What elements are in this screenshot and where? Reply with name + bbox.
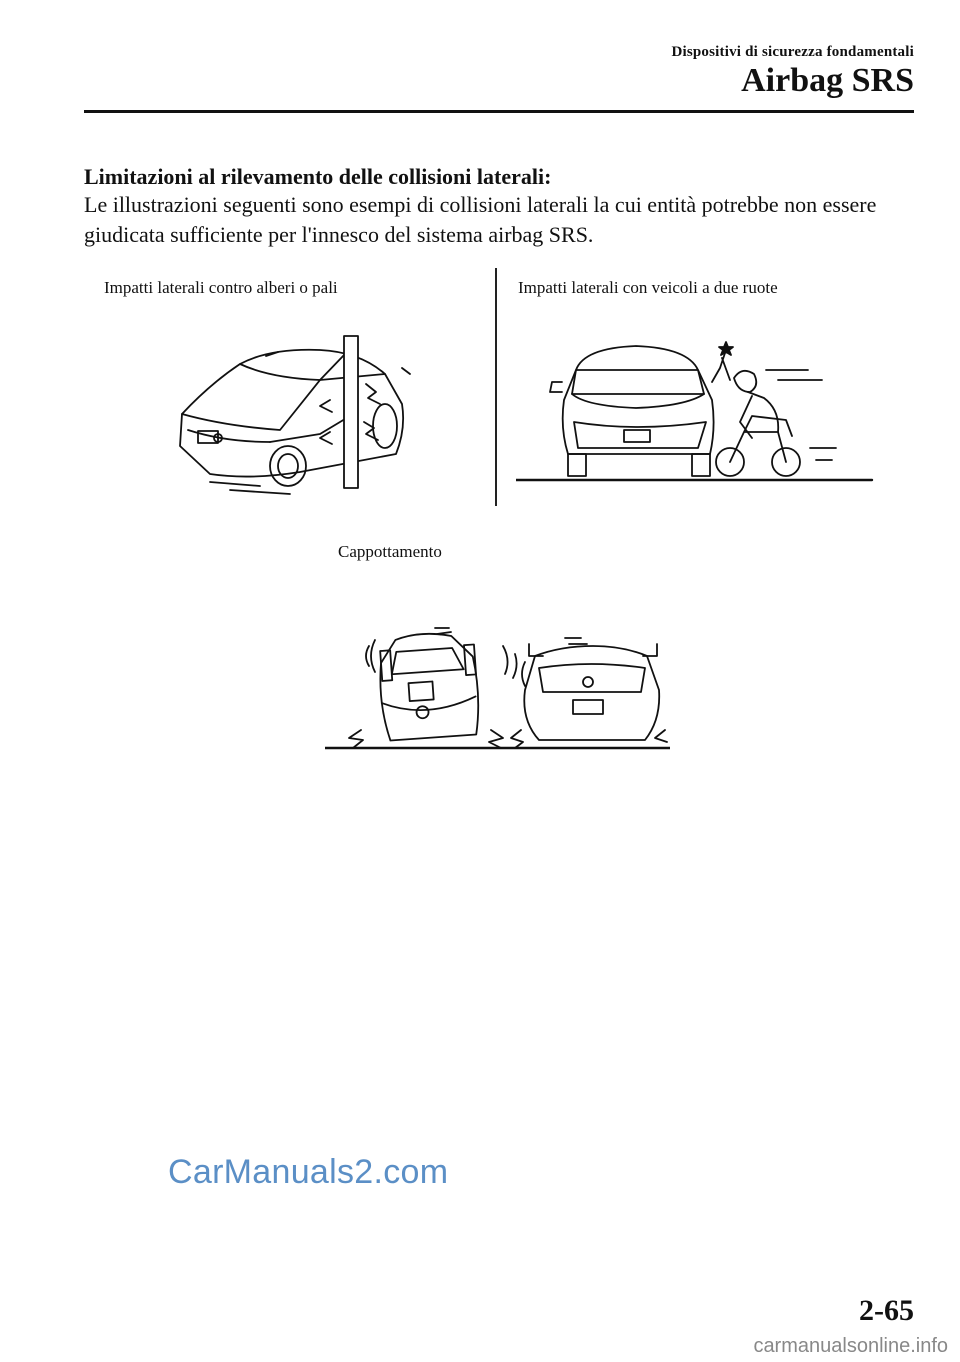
car-hit-by-motorcycle-illustration	[516, 336, 874, 486]
header-divider	[84, 110, 914, 113]
body-paragraph-text: Le illustrazioni seguenti sono esempi di collisioni laterali la cui entità potrebbe non essere giudicata sufficiente per l'innesco del sistema airbag SRS.	[84, 192, 877, 247]
car-hitting-pole-illustration	[170, 334, 420, 499]
car-rollover-illustration	[325, 620, 670, 755]
section-heading: Limitazioni al rilevamento delle collisioni laterali:	[84, 164, 552, 189]
figure-divider	[495, 268, 497, 506]
header-section-title: Dispositivi di sicurezza fondamentali	[671, 44, 914, 60]
watermark-logo: CarManuals2.com	[168, 1153, 449, 1191]
page-title: Airbag SRS	[741, 62, 914, 99]
figure-caption-rollover: Cappottamento	[338, 542, 442, 561]
body-paragraph	[84, 190, 914, 250]
page-number: 2-65	[859, 1294, 914, 1327]
footer-url: carmanualsonline.info	[753, 1335, 948, 1357]
figure-caption-motorcycle: Impatti laterali con veicoli a due ruote	[518, 278, 778, 297]
figure-caption-pole: Impatti laterali contro alberi o pali	[104, 278, 338, 297]
